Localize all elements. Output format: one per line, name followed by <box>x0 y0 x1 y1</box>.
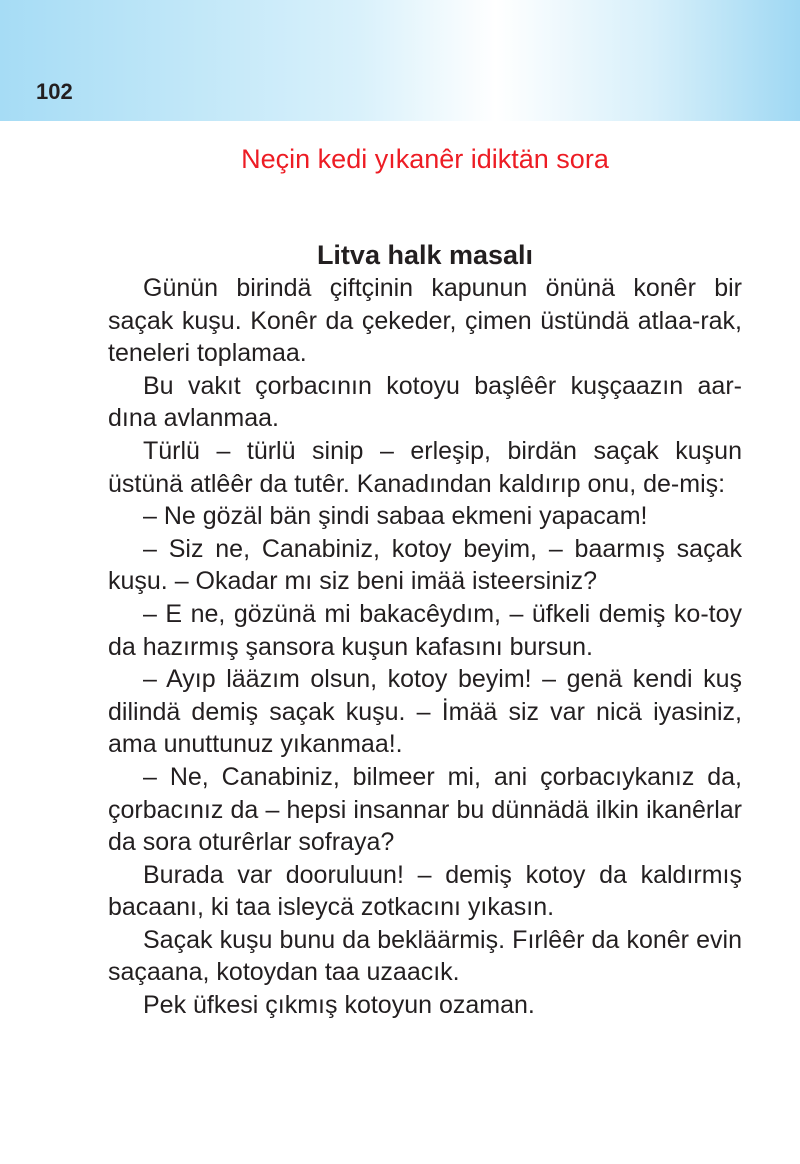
paragraph: – E ne, gözünä mi bakacêydım, – üfkeli demiş ko-toy da hazırmış şansora kuşun kafasını bursun. <box>108 599 742 661</box>
paragraph: Pek üfkesi çıkmış kotoyun ozaman. <box>143 991 535 1020</box>
paragraph: – Ne gözäl bän şindi sabaa ekmeni yapacam! <box>143 502 648 531</box>
story-subtitle: Litva halk masalı <box>316 240 534 270</box>
paragraph: Burada var dooruluun! – demiş kotoy da kaldırmış bacaanı, ki taa isleycä zotkacını yıkasın. <box>108 860 742 922</box>
page-number: 102 <box>36 79 73 104</box>
paragraph: Günün birindä çiftçinin kapunun önünä konêr bir saçak kuşu. Konêr da çekeder, çimen üstündä atlaa-rak, teneleri toplamaa. <box>108 274 742 368</box>
paragraph: Bu vakıt çorbacının kotoyu başlêêr kuşçaazın aar-dına avlanmaa. <box>108 371 742 433</box>
paragraph: – Siz ne, Canabiniz, kotoy beyim, – baarmış saçak kuşu. – Okadar mı siz beni imää isteersiniz? <box>108 534 742 596</box>
paragraph: – Ne, Canabiniz, bilmeer mi, ani çorbacıykanız da, çorbacınız da – hepsi insannar bu dünnädä ilkin ikanêrlar da sora oturêrlar sofraya? <box>108 762 742 857</box>
story-title: Neçin kedi yıkanêr idiktän sora <box>241 144 609 174</box>
story-body <box>108 272 742 1022</box>
paragraph: Türlü – türlü sinip – erleşip, birdän saçak kuşun üstünä atlêêr da tutêr. Kanadından kaldırıp onu, de-miş: <box>108 436 742 498</box>
paragraph: Saçak kuşu bunu da bekläärmiş. Fırlêêr da konêr evin saçaana, kotoydan taa uzaacık. <box>108 925 742 987</box>
page-header-band <box>0 0 800 121</box>
paragraph: – Ayıp lääzım olsun, kotoy beyim! – genä kendi kuş dilindä demiş saçak kuşu. – İmää siz var nicä iyasiniz, ama unuttunuz yıkanmaa!. <box>108 665 742 759</box>
